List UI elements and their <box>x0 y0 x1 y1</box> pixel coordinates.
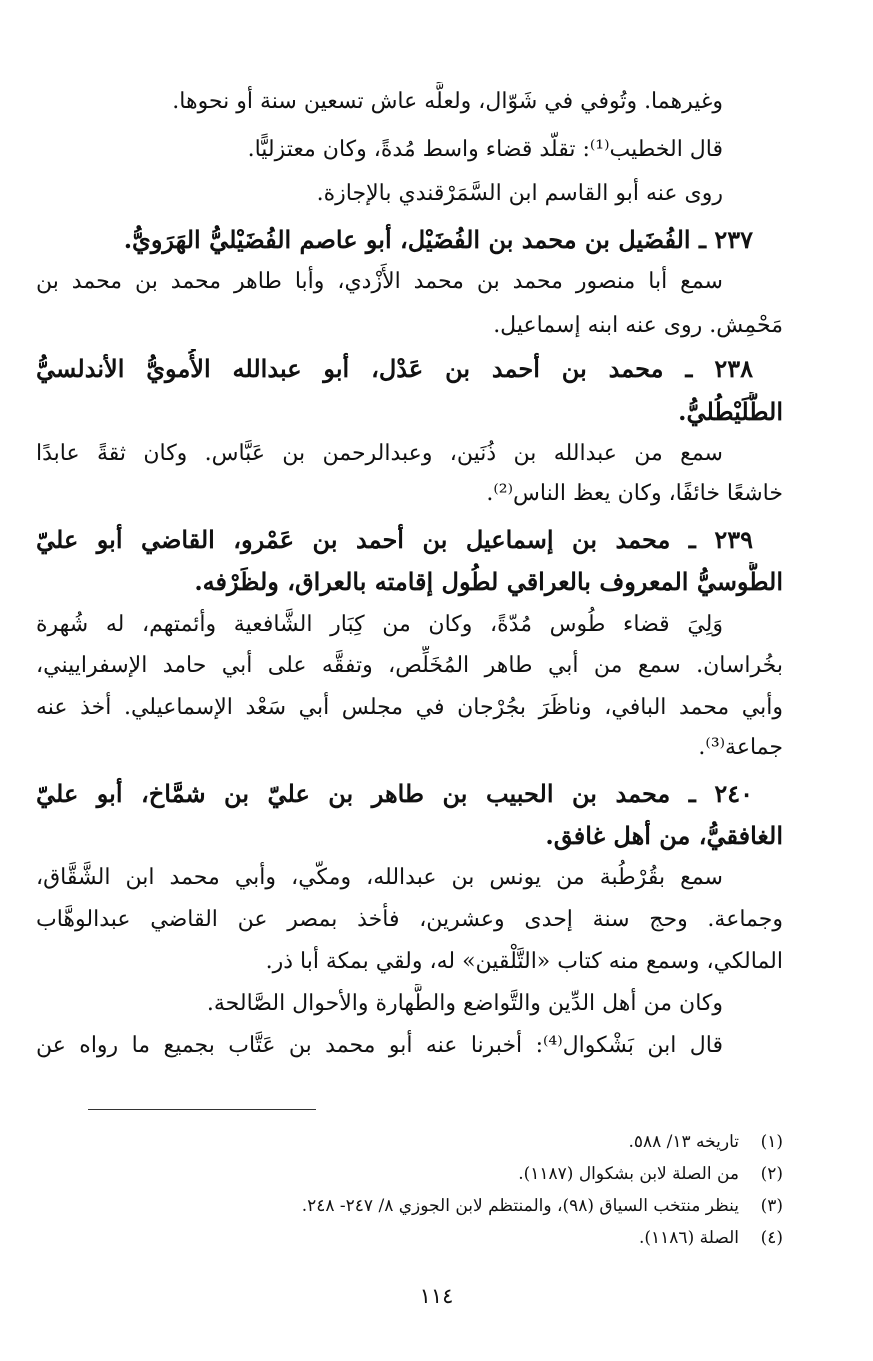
text-line: سمع من عبدالله بن ذُنَين، وعبدالرحمن بن عَبَّاس. وكان ثقةً عابدًا <box>36 441 723 466</box>
text-line: خاشعًا خائفًا، وكان يعظ الناس⁽²⁾. <box>486 481 783 506</box>
footnote-4 <box>88 1224 783 1252</box>
footnote-text: تاريخه ١٣/ ٥٨٨. <box>628 1132 739 1152</box>
entry-heading-239: ٢٣٩ ـ محمد بن إسماعيل بن أحمد بن عَمْرو، القاضي أبو عليّ <box>36 525 753 554</box>
text-line: مَحْمِش. روى عنه ابنه إسماعيل. <box>493 313 783 338</box>
entry-heading-238-cont: الطُّلَيْطُليُّ. <box>678 397 783 426</box>
entry-heading-239-cont: الطُّوسيُّ المعروف بالعراقي لطُول إقامته بالعراق، ولظَرْفه. <box>194 567 783 596</box>
text-line: بخُراسان. سمع من أبي طاهر المُخَلِّص، وتفقَّه على أبي حامد الإسفراييني، <box>36 653 783 678</box>
footnote-text: من الصلة لابن بشكوال (١١٨٧). <box>518 1164 739 1184</box>
footnote-text: الصلة (١١٨٦). <box>638 1228 739 1248</box>
text-line: وكان من أهل الدِّين والتَّواضع والطَّهارة والأحوال الصَّالحة. <box>206 991 723 1016</box>
footnote-number: (٢) <box>760 1164 783 1184</box>
entry-heading-240-cont: الغافقيُّ، من أهل غافق. <box>545 821 783 850</box>
text-line: جماعة⁽³⁾. <box>698 735 783 760</box>
text-line: وَلِيَ قضاء طُوس مُدّةً، وكان من كِبَار الشَّافعية وأئمتهم، له شُهرة <box>36 612 723 637</box>
text-line: قال الخطيب⁽¹⁾: تقلّد قضاء واسط مُدةً، وكان معتزليًّا. <box>247 137 723 162</box>
footnote-text: ينظر منتخب السياق (٩٨)، والمنتظم لابن الجوزي ٨/ ٢٤٧- ٢٤٨. <box>301 1196 739 1216</box>
text-line: سمع أبا منصور محمد بن محمد الأَزْدي، وأبا طاهر محمد بن محمد بن <box>36 269 723 294</box>
text-line: وأبي محمد البافي، وناظَرَ بجُرْجان في مجلس أبي سَعْد الإسماعيلي. أخذ عنه <box>36 695 783 720</box>
footnote-1 <box>88 1128 783 1156</box>
footnote-number: (٤) <box>760 1228 783 1248</box>
entry-heading-237: ٢٣٧ ـ الفُضَيل بن محمد بن الفُضَيْل، أبو عاصم الفُضَيْليُّ الهَرَويُّ. <box>123 225 753 254</box>
entry-heading-240: ٢٤٠ ـ محمد بن الحبيب بن طاهر بن عليّ بن شمَّاخ، أبو عليّ <box>36 779 753 808</box>
entry-heading-238: ٢٣٨ ـ محمد بن أحمد بن عَدْل، أبو عبدالله الأُمويُّ الأندلسيُّ <box>36 354 753 383</box>
footnote-number: (١) <box>760 1132 783 1152</box>
text-line: وغيرهما. وتُوفي في شَوّال، ولعلَّه عاش تسعين سنة أو نحوها. <box>172 89 723 114</box>
text-line: روى عنه أبو القاسم ابن السَّمَرْقندي بالإجازة. <box>316 181 723 206</box>
footnote-separator <box>88 1109 316 1110</box>
footnote-number: (٣) <box>760 1196 783 1216</box>
footnote-3 <box>88 1192 783 1220</box>
text-line: قال ابن بَشْكوال⁽⁴⁾: أخبرنا عنه أبو محمد بن عَتَّاب بجميع ما رواه عن <box>36 1033 723 1058</box>
footnote-2 <box>88 1160 783 1188</box>
text-line: وجماعة. وحج سنة إحدى وعشرين، فأخذ بمصر عن القاضي عبدالوهَّاب <box>36 907 783 932</box>
page-number: ١١٤ <box>419 1284 454 1308</box>
text-line: المالكي، وسمع منه كتاب «التَّلْقين» له، ولقي بمكة أبا ذر. <box>265 949 783 974</box>
text-line: سمع بقُرْطُبة من يونس بن عبدالله، ومكّي، وأبي محمد ابن الشَّقَّاق، <box>36 865 723 890</box>
